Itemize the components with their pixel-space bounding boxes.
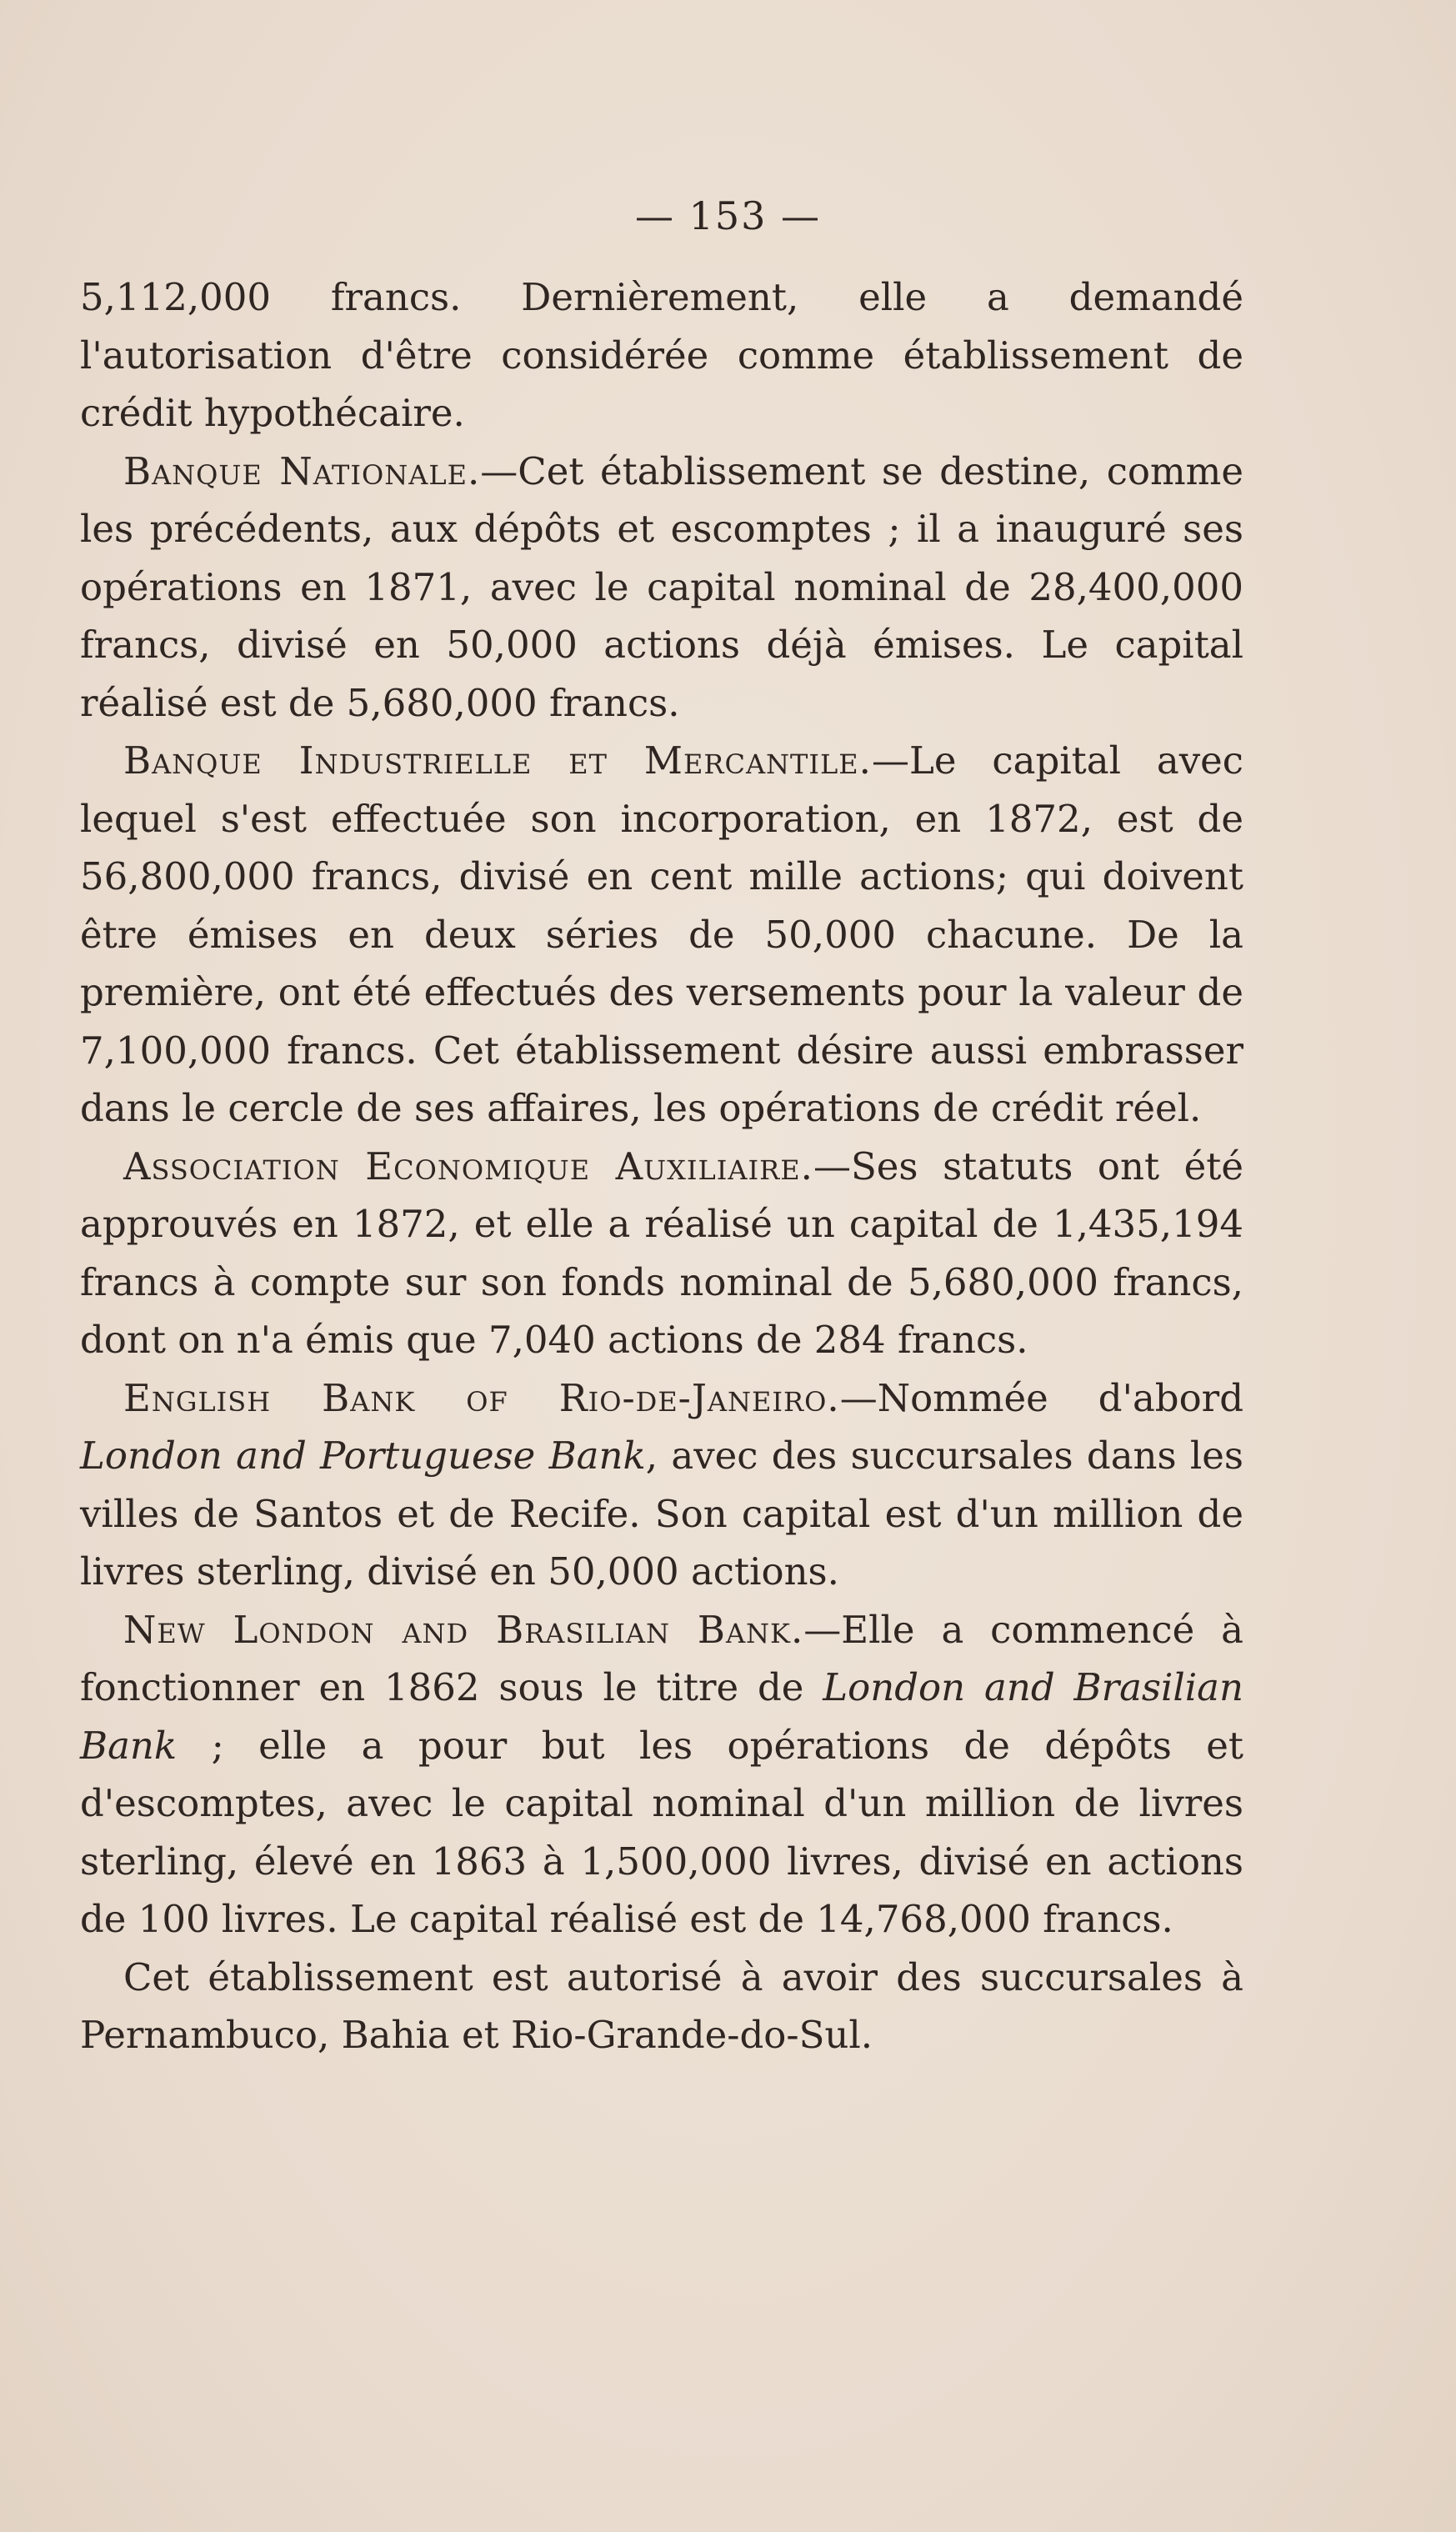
paragraph-text: —Le capital avec lequel s'est effectuée son incorporation, en 1872, est de 56,800,000 francs, divisé en cent mille actions; qui doivent être émises en deux séries de 50,000 chacune. De la première, ont été effectués des versements pour la valeur de 7,100,000 francs. Cet établissement désire aussi embrasser dans le cercle de ses affaires, les opérations de crédit réel. (80, 738, 1243, 1130)
italic-bank-name: London and Brasilian Bank (80, 1665, 1243, 1768)
paragraph-banque-nationale (80, 443, 1243, 733)
paragraph-text: —Nommée d'abord (839, 1375, 1243, 1420)
section-heading: English Bank of Rio-de-Janeiro. (123, 1375, 840, 1420)
page-number: — 153 — (634, 193, 822, 238)
paragraph-text: —Ses statuts ont été approuvés en 1872, et elle a réalisé un capital de 1,435,194 francs à compte sur son fonds nominal de 5,680,000 francs, dont on n'a émis que 7,040 actions de 284 francs. (80, 1143, 1244, 1362)
paragraph-text: , avec des succursales dans les villes de Santos et de Recife. Son capital est d'un million de livres sterling, divisé en 50,000 actions. (80, 1434, 1244, 1594)
paragraph-text: —Cet établissement se destine, comme les précédents, aux dépôts et escomptes ; il a inauguré ses opérations en 1871, avec le capital nominal de 28,400,000 francs, divisé en 50,000 actions déjà émises. Le capital réalisé est de 5,680,000 francs. (80, 448, 1243, 725)
paragraph-continuation (80, 268, 1243, 443)
paragraph-banque-industrielle (80, 732, 1243, 1138)
paragraph-english-bank (80, 1369, 1243, 1601)
paragraph-text: ; elle a pour but les opérations de dépôts et d'escomptes, avec le capital nominal d'un million de livres sterling, élevé en 1863 à 1,500,000 livres, divisé en actions de 100 livres. Le capital réalisé est de 14,768,000 francs. (80, 1723, 1243, 1941)
paragraph-succursales (80, 1949, 1243, 2064)
section-heading: Banque Industrielle et Mercantile. (123, 738, 872, 783)
paragraph-text: 5,112,000 francs. Dernièrement, elle a demandé l'autorisation d'être considérée comme établissement de crédit hypothécaire. (80, 275, 1243, 435)
paragraph-new-london-bank (80, 1601, 1243, 1949)
italic-bank-name: London and Portuguese Bank (80, 1434, 646, 1478)
paragraph-text: Cet établissement est autorisé à avoir des succursales à Pernambuco, Bahia et Rio-Grande-do-Sul. (80, 1954, 1243, 2057)
body-text (80, 268, 1243, 2064)
section-heading: New London and Brasilian Bank. (123, 1607, 804, 1652)
section-heading: Association Economique Auxiliaire. (123, 1143, 813, 1188)
section-heading: Banque Nationale. (123, 448, 481, 493)
paragraph-text: —Elle a commencé à fonctionner en 1862 sous le titre de (80, 1607, 1243, 1709)
paragraph-association-economique (80, 1138, 1243, 1369)
